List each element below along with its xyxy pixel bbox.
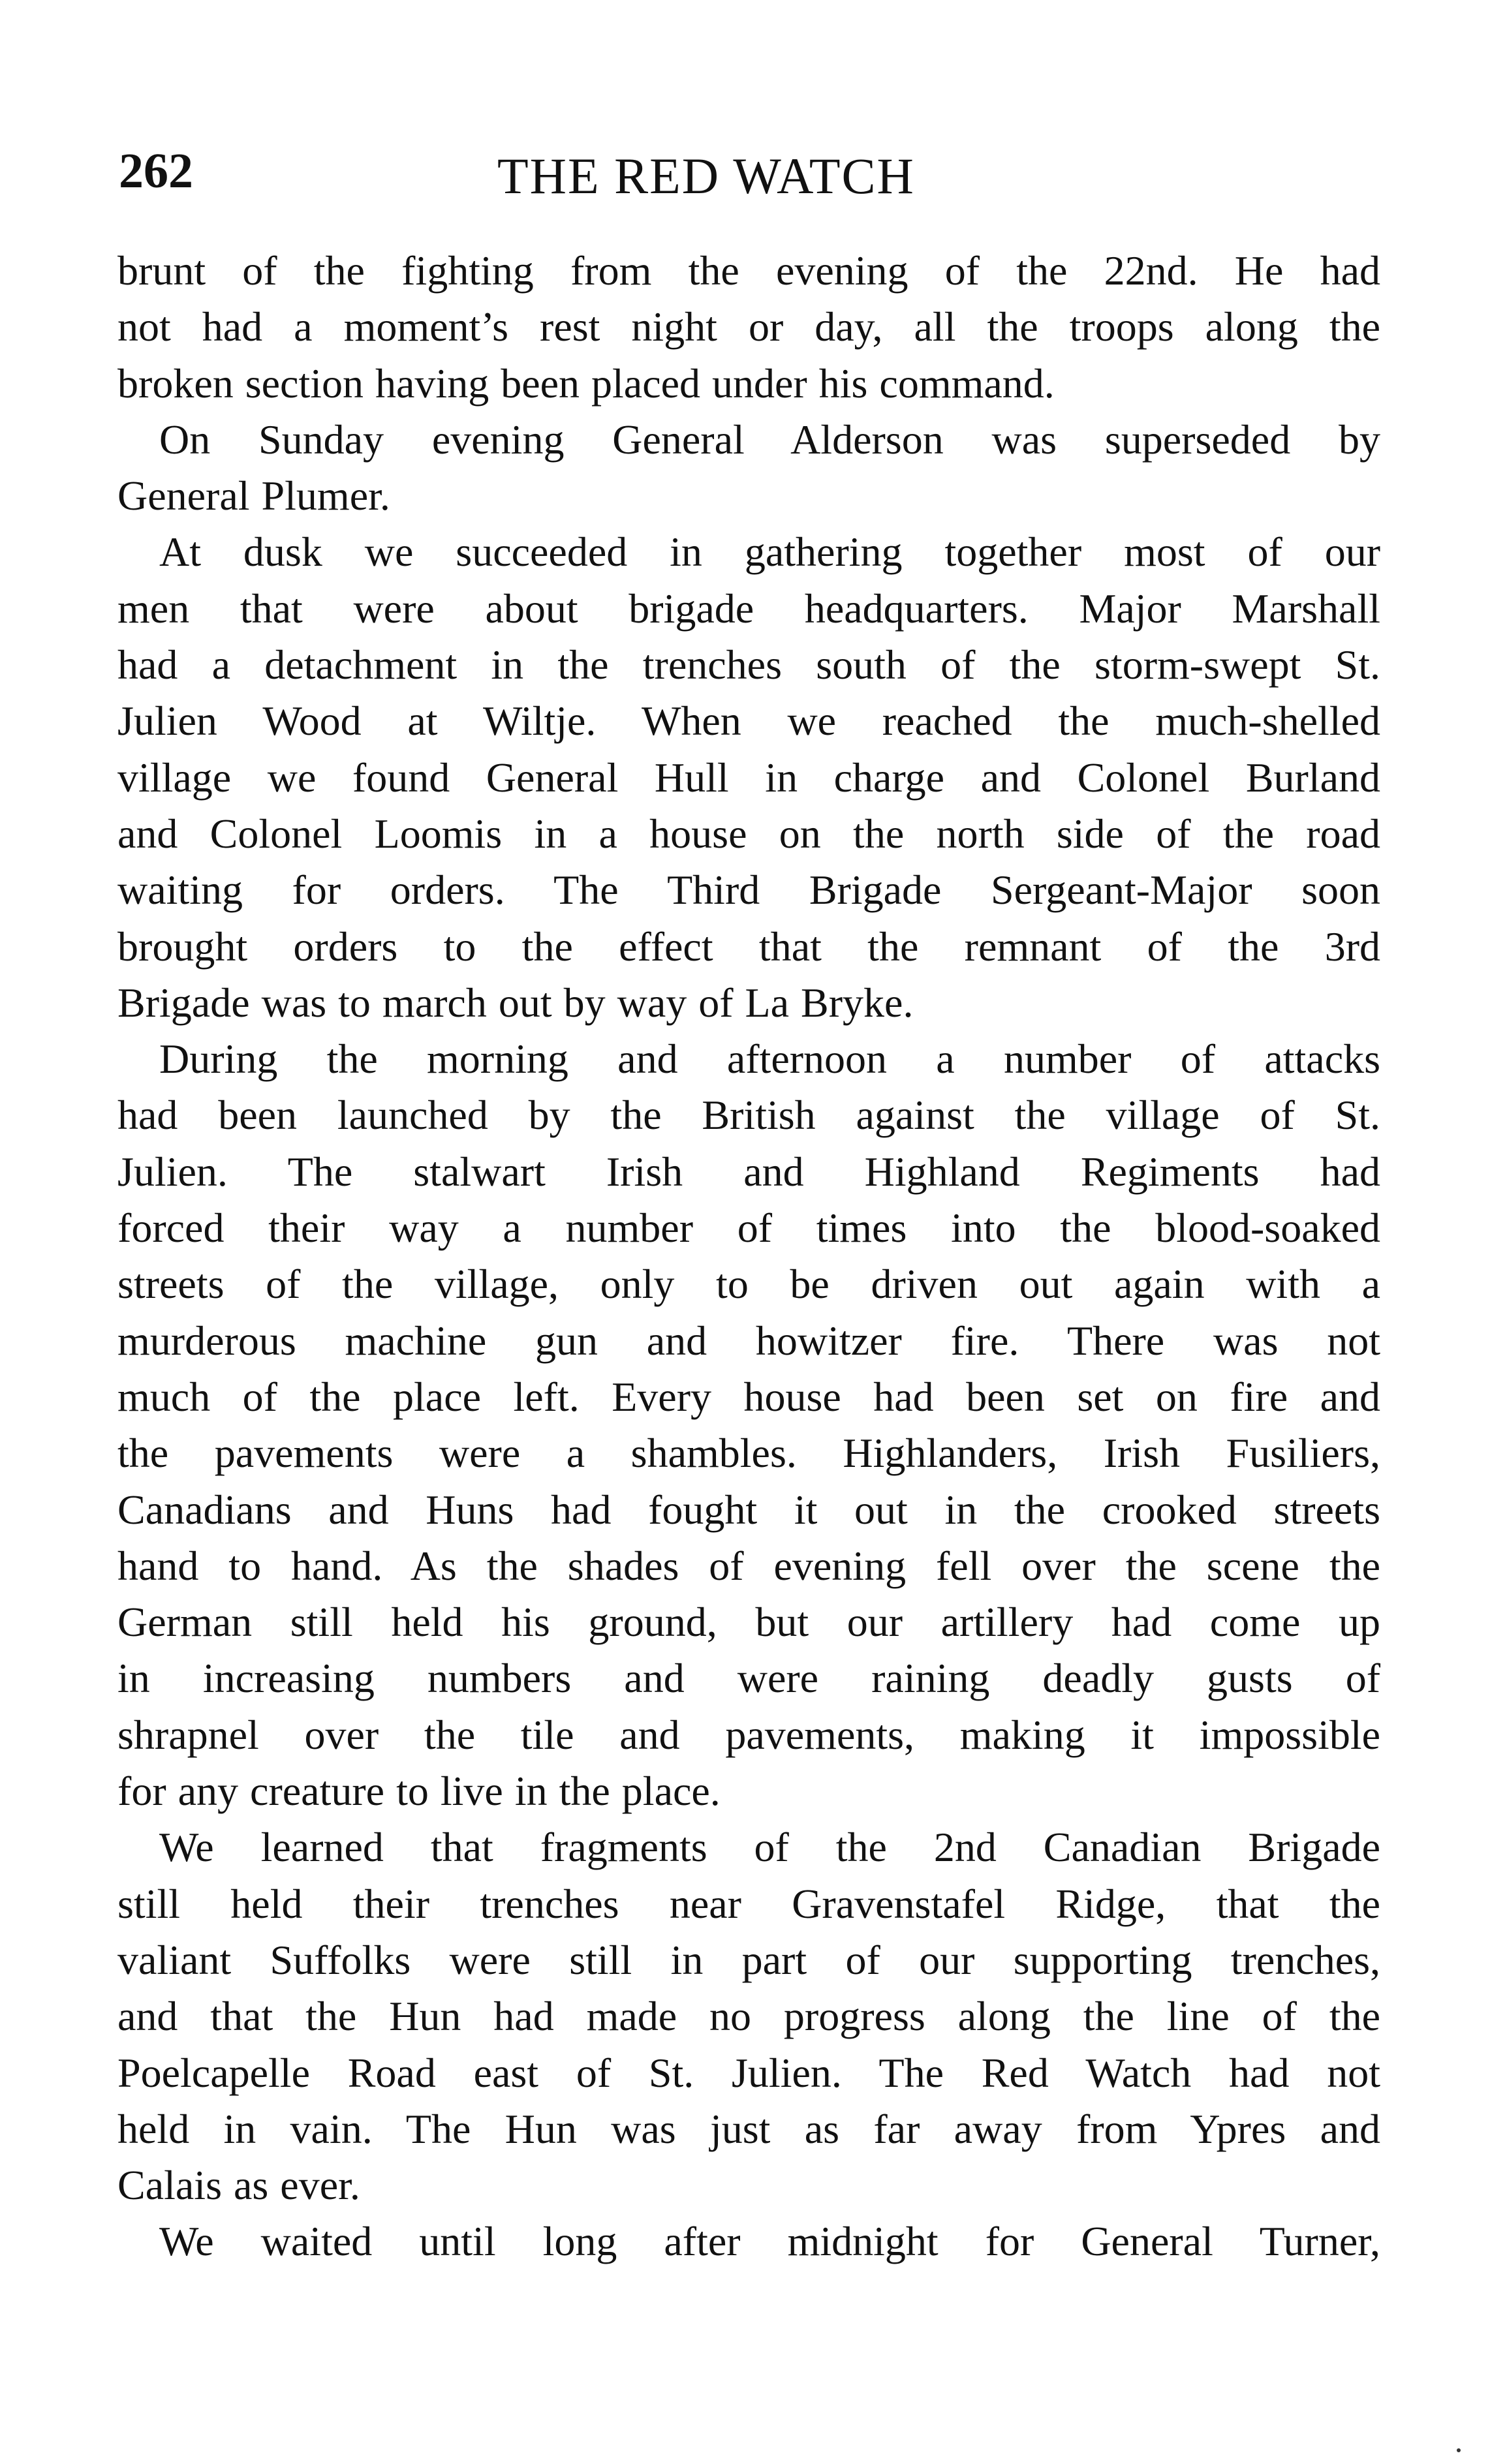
text-line: shrapnel over the tile and pavements, making it impossible — [117, 1711, 1380, 1758]
text-line: We waited until long after midnight for General Turner, — [159, 2218, 1380, 2265]
paragraph — [117, 412, 1380, 525]
text-line: Canadians and Huns had fought it out in the crooked streets — [117, 1486, 1380, 1533]
text-line: broken section having been placed under his command. — [117, 360, 1055, 407]
text-line: in increasing numbers and were raining deadly gusts of — [117, 1655, 1380, 1702]
text-line: the pavements were a shambles. Highlanders, Irish Fusiliers, — [117, 1430, 1380, 1477]
paragraph — [117, 1819, 1380, 2213]
text-line: Calais as ever. — [117, 2162, 360, 2209]
text-line: and Colonel Loomis in a house on the north side of the road — [117, 810, 1380, 857]
text-line: During the morning and afternoon a number of attacks — [159, 1036, 1380, 1083]
paragraph — [117, 524, 1380, 1031]
text-line: Brigade was to march out by way of La Bryke. — [117, 979, 914, 1026]
text-line: not had a moment’s rest night or day, all the troops along the — [117, 303, 1380, 350]
text-line: We learned that fragments of the 2nd Canadian Brigade — [159, 1824, 1380, 1871]
running-title: THE RED WATCH — [497, 147, 915, 204]
text-line: men that were about brigade headquarters. Major Marshall — [117, 585, 1380, 632]
text-line: General Plumer. — [117, 472, 390, 519]
paragraph — [117, 1031, 1380, 1819]
text-line: streets of the village, only to be driven out again with a — [117, 1261, 1380, 1308]
text-line: waiting for orders. The Third Brigade Sergeant-Major soon — [117, 867, 1380, 914]
text-line: had been launched by the British against the village of St. — [117, 1092, 1380, 1139]
text-line: German still held his ground, but our artillery had come up — [117, 1599, 1380, 1646]
text-line: Julien. The stalwart Irish and Highland Regiments had — [117, 1148, 1380, 1195]
scan-speck — [1457, 2448, 1461, 2452]
text-line: Poelcapelle Road east of St. Julien. The Red Watch had not — [117, 2049, 1380, 2096]
text-line: village we found General Hull in charge and Colonel Burland — [117, 754, 1380, 801]
text-line: valiant Suffolks were still in part of our supporting trenches, — [117, 1936, 1380, 1983]
text-line: brunt of the fighting from the evening of the 22nd. He had — [117, 247, 1380, 294]
page-number: 262 — [119, 144, 193, 198]
text-line: for any creature to live in the place. — [117, 1768, 721, 1815]
running-head — [119, 138, 1378, 204]
text-line: forced their way a number of times into the blood-soaked — [117, 1205, 1380, 1252]
text-line: much of the place left. Every house had been set on fire and — [117, 1373, 1380, 1420]
text-line: murderous machine gun and howitzer fire. There was not — [117, 1317, 1380, 1364]
text-line: Julien Wood at Wiltje. When we reached the much-shelled — [117, 698, 1380, 745]
paragraph — [117, 243, 1380, 412]
text-line: At dusk we succeeded in gathering together most of our — [159, 529, 1380, 576]
text-line: On Sunday evening General Alderson was superseded by — [159, 416, 1380, 463]
paragraph — [117, 2213, 1380, 2270]
text-line: brought orders to the effect that the remnant of the 3rd — [117, 923, 1380, 970]
body-text — [117, 243, 1380, 2270]
text-line: hand to hand. As the shades of evening fell over the scene the — [117, 1542, 1380, 1589]
text-line: and that the Hun had made no progress along the line of the — [117, 1993, 1380, 2040]
text-line: still held their trenches near Gravenstafel Ridge, that the — [117, 1880, 1380, 1927]
text-line: held in vain. The Hun was just as far away from Ypres and — [117, 2105, 1380, 2152]
text-line: had a detachment in the trenches south of the storm-swept St. — [117, 641, 1380, 688]
